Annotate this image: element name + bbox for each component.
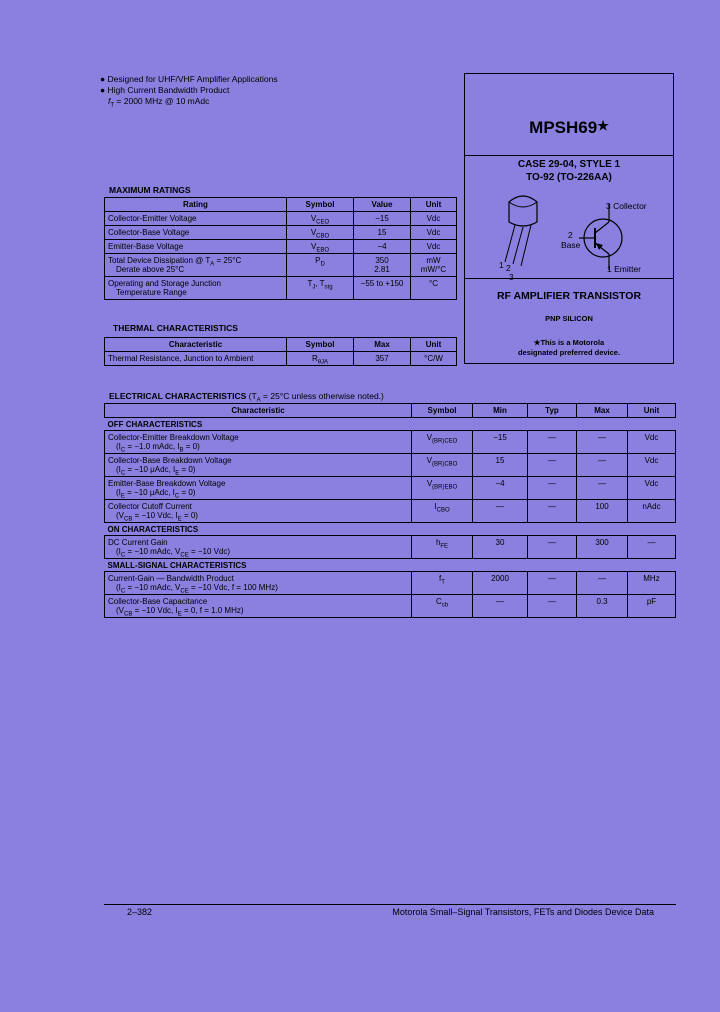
part-info-box bbox=[464, 73, 674, 364]
table-row: Current-Gain — Bandwidth Product ($I_C = -10$ mAdc, $V_{CE} = -10$ Vdc, f = 100 MHz) $f_T$ 2000 — — MHz bbox=[105, 572, 676, 595]
pin-base-number: 2 bbox=[568, 230, 573, 240]
column-header: Max bbox=[354, 338, 411, 352]
table-header-row bbox=[105, 198, 457, 212]
pnp-transistor-symbol-icon bbox=[577, 202, 637, 272]
pin-label: 2 bbox=[506, 263, 511, 273]
feature-item: ● High Current Bandwidth Product bbox=[100, 85, 230, 95]
footer-rule bbox=[104, 904, 676, 905]
pin-emitter-label: 1 Emitter bbox=[607, 264, 642, 274]
column-header: Symbol bbox=[412, 404, 473, 418]
table-row: Collector-Base Breakdown Voltage ($I_C = -10$ μAdc, $I_E = 0$) $V_{(BR)CBO}$ 15 — — Vdc bbox=[105, 454, 676, 477]
preferred-device-note: ★This is a Motorola designated preferred device. bbox=[517, 338, 621, 357]
table-row: Thermal Resistance, Junction to Ambient $R_{\theta JA}$ 357 °C/W bbox=[105, 352, 457, 366]
max-ratings-heading: MAXIMUM RATINGS bbox=[109, 185, 191, 195]
footer-book-title: Motorola Small–Signal Transistors, FETs and Diodes Device Data bbox=[392, 907, 654, 917]
table-row: DC Current Gain ($I_C = -10$ mAdc, $V_{CE} = -10$ Vdc) $h_{FE}$ 30 — 300 — bbox=[105, 536, 676, 559]
package-label: TO-92 (TO-226AA) bbox=[526, 172, 612, 183]
column-header: Characteristic bbox=[105, 338, 287, 352]
feature-item: ● Designed for UHF/VHF Amplifier Applications bbox=[100, 74, 278, 84]
table-row: Total Device Dissipation @ $T_A = 25^\circ C$ Derate above 25°C $P_D$ 350 2.81 mW mW/°C bbox=[105, 254, 457, 277]
feature-item: $f_T = 2000$ MHz @ 10 mAdc bbox=[108, 96, 210, 109]
thermal-heading: THERMAL CHARACTERISTICS bbox=[113, 323, 238, 333]
column-header: Unit bbox=[411, 198, 457, 212]
column-header: Symbol bbox=[287, 338, 354, 352]
column-header: Value bbox=[354, 198, 411, 212]
column-header: Typ bbox=[528, 404, 577, 418]
polarity-label: PNP SILICON bbox=[545, 314, 593, 323]
page-number: 2–382 bbox=[127, 907, 153, 917]
table-row: Emitter-Base Voltage $V_{EBO}$ −4 Vdc bbox=[105, 240, 457, 254]
column-header: Symbol bbox=[287, 198, 354, 212]
max-ratings-table bbox=[104, 197, 457, 300]
pin-base-label: Base bbox=[561, 240, 581, 250]
thermal-table bbox=[104, 337, 457, 366]
feature-list bbox=[100, 74, 278, 107]
section-row: OFF CHARACTERISTICS bbox=[105, 418, 676, 431]
part-number: MPSH69★ bbox=[529, 118, 609, 137]
column-header: Unit bbox=[411, 338, 457, 352]
table-header-row bbox=[105, 404, 676, 418]
case-label: CASE 29-04, STYLE 1 bbox=[517, 159, 621, 170]
table-row: Operating and Storage Junction Temperature Range $T_J$, $T_{stg}$ −55 to +150 °C bbox=[105, 277, 457, 300]
section-row: SMALL-SIGNAL CHARACTERISTICS bbox=[105, 559, 676, 572]
pin-collector-label: 3 Collector bbox=[606, 201, 647, 211]
pin-label: 1 bbox=[499, 260, 504, 270]
column-header: Characteristic bbox=[105, 404, 412, 418]
electrical-heading: ELECTRICAL CHARACTERISTICS ($T_A = 25^\circ C$ unless otherwise noted.) bbox=[109, 391, 384, 404]
column-header: Min bbox=[473, 404, 528, 418]
table-row: Collector-Emitter Voltage $V_{CEO}$ −15 Vdc bbox=[105, 212, 457, 226]
table-row: Collector-Emitter Breakdown Voltage ($I_C = -1.0$ mAdc, $I_B = 0$) $V_{(BR)CEO}$ −15 — — Vdc bbox=[105, 431, 676, 454]
electrical-table bbox=[104, 403, 676, 618]
table-row: Collector-Base Voltage $V_{CBO}$ 15 Vdc bbox=[105, 226, 457, 240]
device-type: RF AMPLIFIER TRANSISTOR bbox=[496, 290, 642, 302]
section-row: ON CHARACTERISTICS bbox=[105, 523, 676, 536]
column-header: Max bbox=[577, 404, 628, 418]
table-header-row bbox=[105, 338, 457, 352]
pin-label: 3 bbox=[509, 272, 514, 282]
table-row: Collector Cutoff Current ($V_{CB} = -10$ Vdc, $I_E = 0$) $I_{CBO}$ — — 100 nAdc bbox=[105, 500, 676, 523]
table-row: Collector-Base Capacitance ($V_{CB} = -10$ Vdc, $I_E = 0$, f = 1.0 MHz) $C_{cb}$ — — 0.3 pF bbox=[105, 595, 676, 618]
table-row: Emitter-Base Breakdown Voltage ($I_E = -10$ μAdc, $I_C = 0$) $V_{(BR)EBO}$ −4 — — Vdc bbox=[105, 477, 676, 500]
column-header: Rating bbox=[105, 198, 287, 212]
column-header: Unit bbox=[628, 404, 676, 418]
